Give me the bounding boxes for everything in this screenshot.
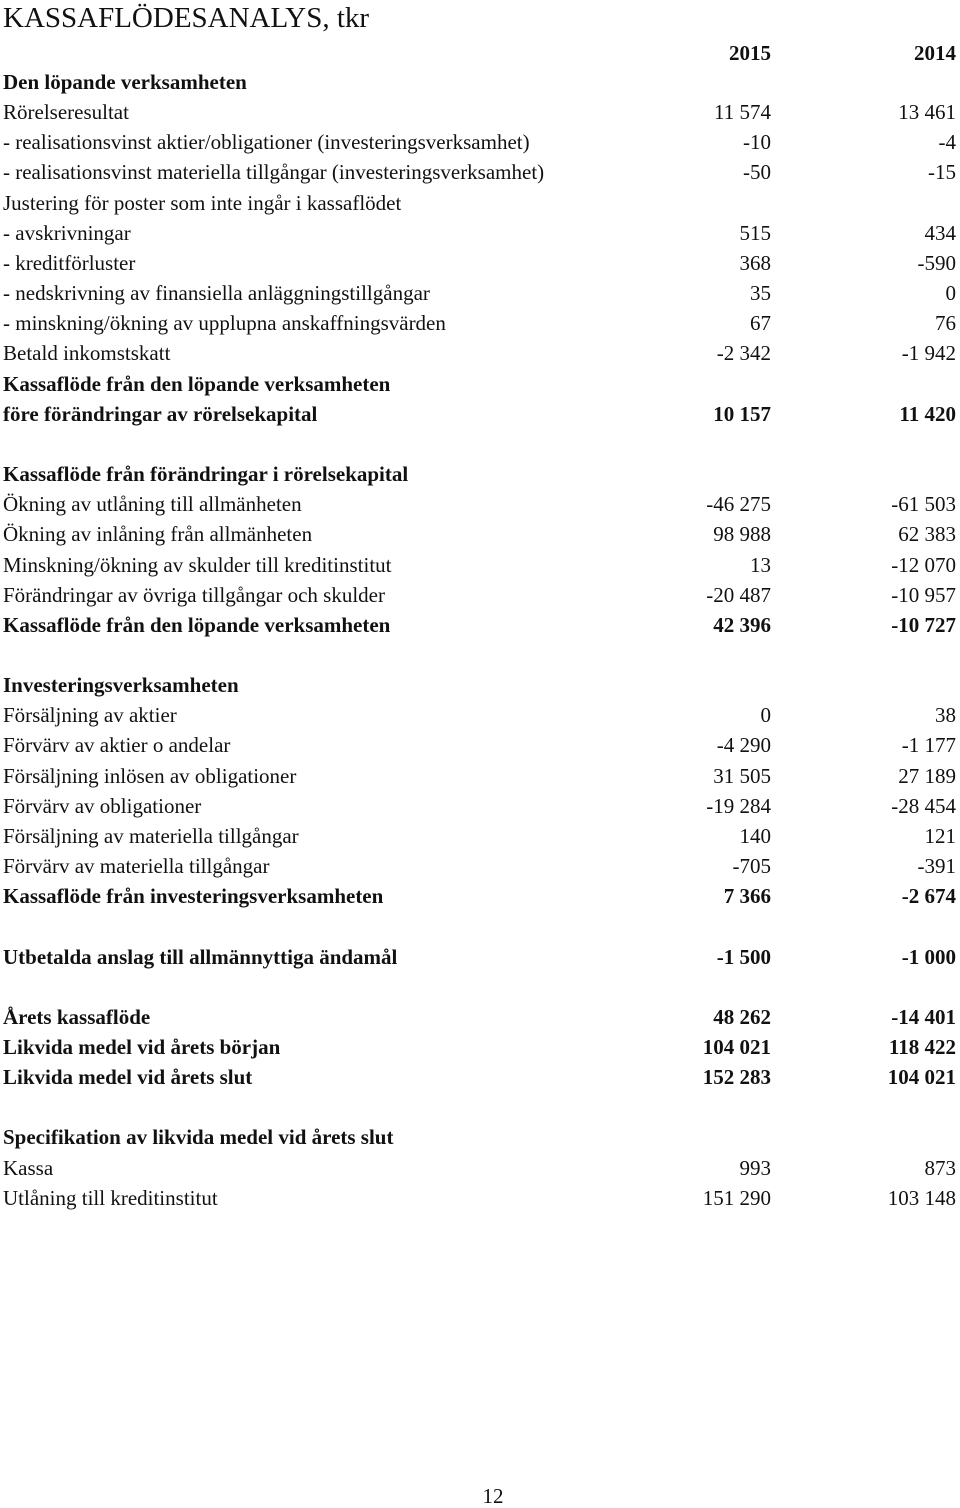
table-row <box>0 519 960 549</box>
value-2015: -1 500 <box>716 944 771 969</box>
value-2015: 42 396 <box>713 612 771 637</box>
table-row <box>0 1183 960 1213</box>
value-2014: 104 021 <box>887 1065 956 1090</box>
value-2015: 48 262 <box>713 1004 771 1029</box>
value-2014: 27 189 <box>898 763 956 788</box>
row-label: Förvärv av aktier o andelar <box>3 733 231 758</box>
value-2015: -19 284 <box>706 793 771 818</box>
row-label: - realisationsvinst materiella tillgångar (investeringsverksamhet) <box>3 160 545 185</box>
value-2015: 151 290 <box>702 1185 771 1210</box>
row-label: Minskning/ökning av skulder till kreditinstitut <box>3 552 392 577</box>
row-label: - realisationsvinst aktier/obligationer (investeringsverksamhet) <box>3 130 530 155</box>
spacer-row <box>0 911 960 941</box>
value-2015: 31 505 <box>713 763 771 788</box>
value-2014: -391 <box>917 854 956 879</box>
table-row <box>0 97 960 127</box>
row-label: Den löpande verksamheten <box>3 70 247 94</box>
table-row <box>0 188 960 218</box>
value-2015: -46 275 <box>706 492 771 517</box>
value-2015: 152 283 <box>702 1065 771 1090</box>
table-row <box>0 489 960 519</box>
value-2014: -4 <box>938 130 956 155</box>
value-2015: 140 <box>739 823 771 848</box>
row-label: Specifikation av likvida medel vid årets slut <box>3 1125 394 1150</box>
value-2014: -590 <box>917 250 956 275</box>
row-label: Likvida medel vid årets slut <box>3 1065 253 1090</box>
page-number: 12 <box>482 1484 504 1508</box>
value-2015: 67 <box>750 311 771 336</box>
row-label: Förvärv av obligationer <box>3 793 202 818</box>
document-title: KASSAFLÖDESANALYS, tkr <box>3 2 370 34</box>
spacer-row <box>0 1092 960 1122</box>
value-2014: -1 000 <box>901 944 956 969</box>
row-label: Kassaflöde från förändringar i rörelsekapital <box>3 462 409 487</box>
value-2015: 7 366 <box>723 884 771 909</box>
value-2015: 13 <box>750 552 771 577</box>
value-2014: -15 <box>928 160 956 185</box>
table-row <box>0 248 960 278</box>
row-label: - nedskrivning av finansiella anläggningstillgångar <box>3 281 430 306</box>
value-2015: 104 021 <box>702 1035 771 1059</box>
value-2015: -50 <box>743 160 771 185</box>
column-header-2015: 2015 <box>729 41 771 65</box>
table-row <box>0 1153 960 1183</box>
value-2015: -4 290 <box>716 733 771 758</box>
row-label: Betald inkomstskatt <box>3 341 171 366</box>
row-label: Ökning av inlåning från allmänheten <box>3 522 313 547</box>
value-2014: -10 957 <box>891 582 956 607</box>
row-label: - avskrivningar <box>3 220 131 245</box>
row-label: Förändringar av övriga tillgångar och skulder <box>3 582 385 607</box>
value-2014: 118 422 <box>888 1035 956 1059</box>
value-2014: 11 420 <box>899 401 956 426</box>
value-2014: 434 <box>924 220 956 245</box>
table-row <box>0 1122 960 1152</box>
row-label: Kassaflöde från investeringsverksamheten <box>3 884 384 909</box>
value-2015: 368 <box>739 250 771 275</box>
table-row <box>0 127 960 157</box>
row-label: Försäljning inlösen av obligationer <box>3 763 297 788</box>
spacer-row <box>0 972 960 1002</box>
row-label: Utbetalda anslag till allmännyttiga ändamål <box>3 944 398 969</box>
table-row <box>0 580 960 610</box>
row-label: Kassa <box>3 1155 54 1180</box>
value-2014: -12 070 <box>891 552 956 577</box>
table-row <box>0 761 960 791</box>
row-label: Kassaflöde från den löpande verksamheten <box>3 612 391 637</box>
row-label: Kassaflöde från den löpande verksamheten <box>3 371 391 396</box>
value-2015: -10 <box>743 130 771 155</box>
spacer-row <box>0 429 960 459</box>
row-label: - minskning/ökning av upplupna anskaffningsvärden <box>3 311 446 336</box>
table-row <box>0 399 960 429</box>
column-header-2014: 2014 <box>914 41 956 65</box>
table-row <box>0 157 960 187</box>
value-2015: 11 574 <box>714 100 771 125</box>
value-2014: 121 <box>924 823 956 848</box>
table-row <box>0 67 960 97</box>
table-row <box>0 821 960 851</box>
value-2014: -1 177 <box>901 733 956 758</box>
row-label: - kreditförluster <box>3 250 136 275</box>
value-2014: -14 401 <box>891 1004 956 1029</box>
table-row <box>0 278 960 308</box>
row-label: Ökning av utlåning till allmänheten <box>3 492 302 517</box>
value-2014: 0 <box>945 281 956 306</box>
value-2014: 38 <box>935 703 956 728</box>
table-row <box>0 942 960 972</box>
table-row <box>0 881 960 911</box>
table-row <box>0 308 960 338</box>
row-label: Rörelseresultat <box>3 100 129 125</box>
value-2014: -61 503 <box>891 492 956 517</box>
table-row <box>0 338 960 368</box>
table-row <box>0 1032 960 1062</box>
value-2014: 873 <box>924 1155 956 1180</box>
value-2015: 0 <box>760 703 771 728</box>
column-header-row <box>0 38 960 68</box>
value-2015: 515 <box>739 220 771 245</box>
table-row <box>0 459 960 489</box>
table-row <box>0 369 960 399</box>
table-row <box>0 218 960 248</box>
table-row <box>0 1002 960 1032</box>
value-2015: 98 988 <box>713 522 771 547</box>
value-2015: -705 <box>732 854 771 879</box>
row-label: Försäljning av materiella tillgångar <box>3 823 299 848</box>
row-label: före förändringar av rörelsekapital <box>3 401 318 426</box>
row-label: Justering för poster som inte ingår i kassaflödet <box>3 190 402 215</box>
row-label: Likvida medel vid årets början <box>3 1035 281 1059</box>
table-row <box>0 851 960 881</box>
value-2014: 62 383 <box>898 522 956 547</box>
table-row <box>0 1062 960 1092</box>
cash-flow-table <box>0 67 960 1213</box>
value-2014: -2 674 <box>901 884 956 909</box>
table-row <box>0 670 960 700</box>
value-2014: -10 727 <box>891 612 956 637</box>
value-2015: 10 157 <box>713 401 771 426</box>
table-row <box>0 791 960 821</box>
value-2015: 993 <box>739 1155 771 1180</box>
row-label: Årets kassaflöde <box>3 1004 151 1029</box>
spacer-row <box>0 640 960 670</box>
table-row <box>0 730 960 760</box>
table-row <box>0 610 960 640</box>
value-2014: 103 148 <box>887 1185 956 1210</box>
row-label: Försäljning av aktier <box>3 703 177 728</box>
table-row <box>0 700 960 730</box>
row-label: Utlåning till kreditinstitut <box>3 1185 218 1210</box>
value-2014: 76 <box>935 311 956 336</box>
row-label: Investeringsverksamheten <box>3 673 239 698</box>
value-2014: -1 942 <box>901 341 956 366</box>
value-2015: -20 487 <box>706 582 771 607</box>
table-row <box>0 550 960 580</box>
value-2014: -28 454 <box>891 793 956 818</box>
row-label: Förvärv av materiella tillgångar <box>3 854 270 879</box>
value-2015: -2 342 <box>716 341 771 366</box>
value-2014: 13 461 <box>898 100 956 125</box>
value-2015: 35 <box>750 281 771 306</box>
